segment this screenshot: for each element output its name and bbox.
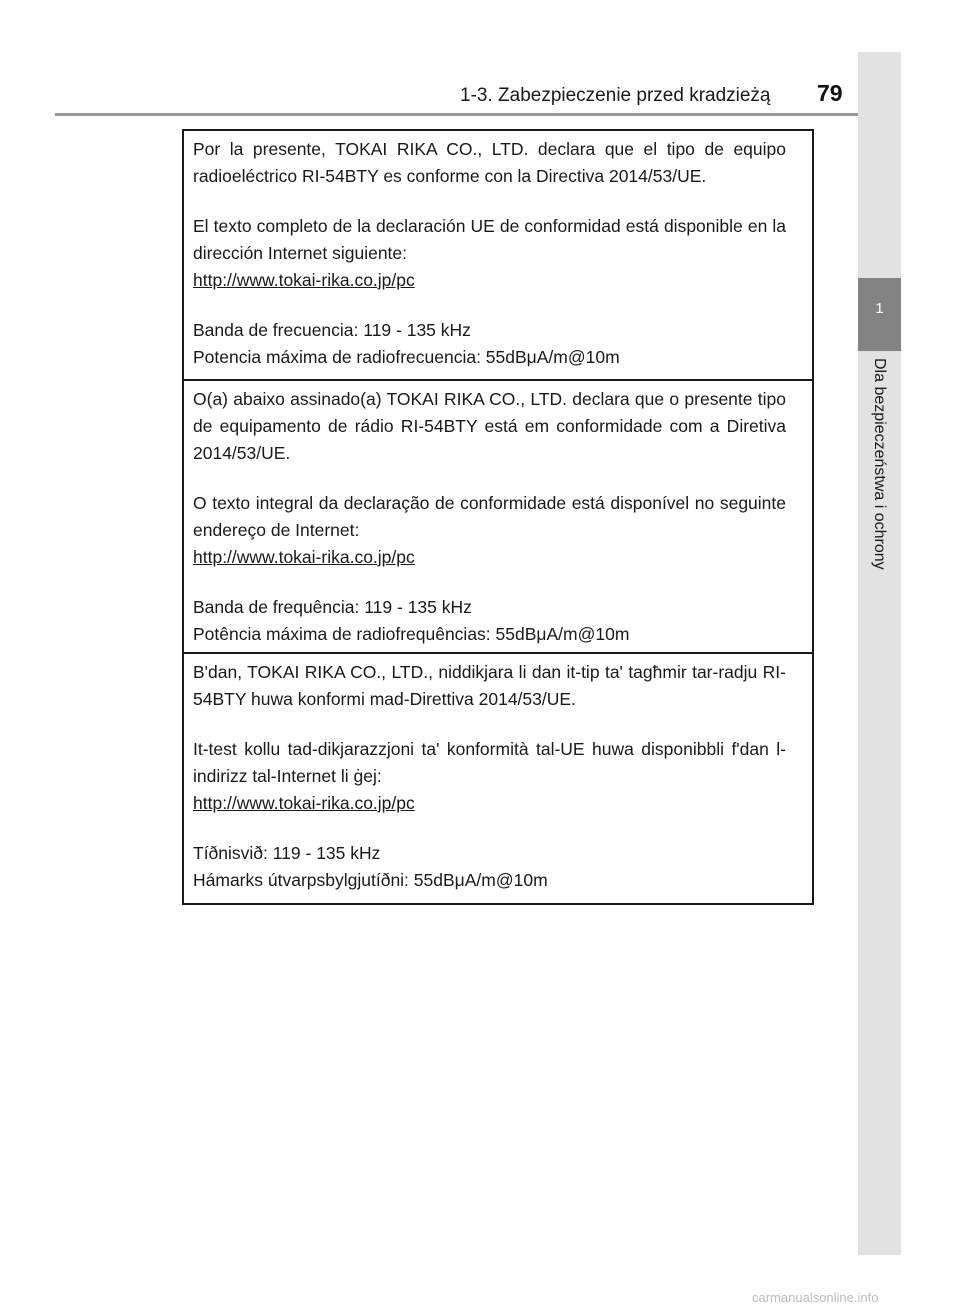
declaration-full-text-notice bbox=[193, 213, 786, 294]
declarations-box bbox=[182, 129, 814, 905]
chapter-number: 1 bbox=[875, 300, 884, 317]
page-header-title: 1-3. Zabezpieczenie przed kradzieżą bbox=[460, 85, 771, 106]
declaration-url-link[interactable]: http://www.tokai-rika.co.jp/pc bbox=[193, 793, 415, 813]
declaration-specs bbox=[193, 840, 786, 894]
chapter-side-label: Dla bezpieczeństwa i ochrony bbox=[871, 358, 888, 570]
page-number: 79 bbox=[817, 80, 843, 106]
declaration-statement: O(a) abaixo assinado(a) TOKAI RIKA CO., LTD. declara que o presente tipo de equipamento de rádio RI-54BTY está em conformidade com a Diretiva 2014/53/UE. bbox=[193, 389, 786, 463]
declaration-statement: Por la presente, TOKAI RIKA CO., LTD. declara que el tipo de equipo radioeléctrico RI-54BTY es conforme con la Directiva 2014/53/UE. bbox=[193, 139, 786, 186]
watermark-text: carmanualsonline.info bbox=[752, 1290, 879, 1305]
declaration-maltese bbox=[184, 654, 812, 903]
chapter-side-strip bbox=[858, 52, 901, 1255]
header-divider bbox=[55, 113, 900, 116]
declaration-full-text-notice bbox=[193, 490, 786, 571]
frequency-band: Banda de frecuencia: 119 - 135 kHz bbox=[193, 320, 471, 340]
full-text-notice-text: It-test kollu tad-dikjarazzjoni ta' konformità tal-UE huwa disponibbli f'dan l-indirizz tal-Internet li ġej: bbox=[193, 739, 786, 786]
chapter-tab bbox=[858, 278, 901, 351]
declaration-specs bbox=[193, 317, 786, 371]
full-text-notice-text: El texto completo de la declaración UE de conformidad está disponible en la dirección Internet siguiente: bbox=[193, 216, 786, 263]
full-text-notice-text: O texto integral da declaração de conformidade está disponível no seguinte endereço de Internet: bbox=[193, 493, 786, 540]
max-power: Hámarks útvarpsbylgjutíðni: 55dBμA/m@10m bbox=[193, 870, 548, 890]
declaration-statement: B'dan, TOKAI RIKA CO., LTD., niddikjara li dan it-tip ta' tagħmir tar-radju RI-54BTY huwa konformi mad-Direttiva 2014/53/UE. bbox=[193, 662, 786, 709]
frequency-band: Banda de frequência: 119 - 135 kHz bbox=[193, 597, 472, 617]
declaration-portuguese bbox=[184, 381, 812, 654]
declaration-full-text-notice bbox=[193, 736, 786, 817]
max-power: Potencia máxima de radiofrecuencia: 55dBμA/m@10m bbox=[193, 347, 620, 367]
declaration-specs bbox=[193, 594, 786, 648]
declaration-url-link[interactable]: http://www.tokai-rika.co.jp/pc bbox=[193, 547, 415, 567]
frequency-band: Tíðnisvið: 119 - 135 kHz bbox=[193, 843, 381, 863]
max-power: Potência máxima de radiofrequências: 55dBμA/m@10m bbox=[193, 624, 630, 644]
declaration-url-link[interactable]: http://www.tokai-rika.co.jp/pc bbox=[193, 270, 415, 290]
declaration-spanish bbox=[184, 131, 812, 381]
